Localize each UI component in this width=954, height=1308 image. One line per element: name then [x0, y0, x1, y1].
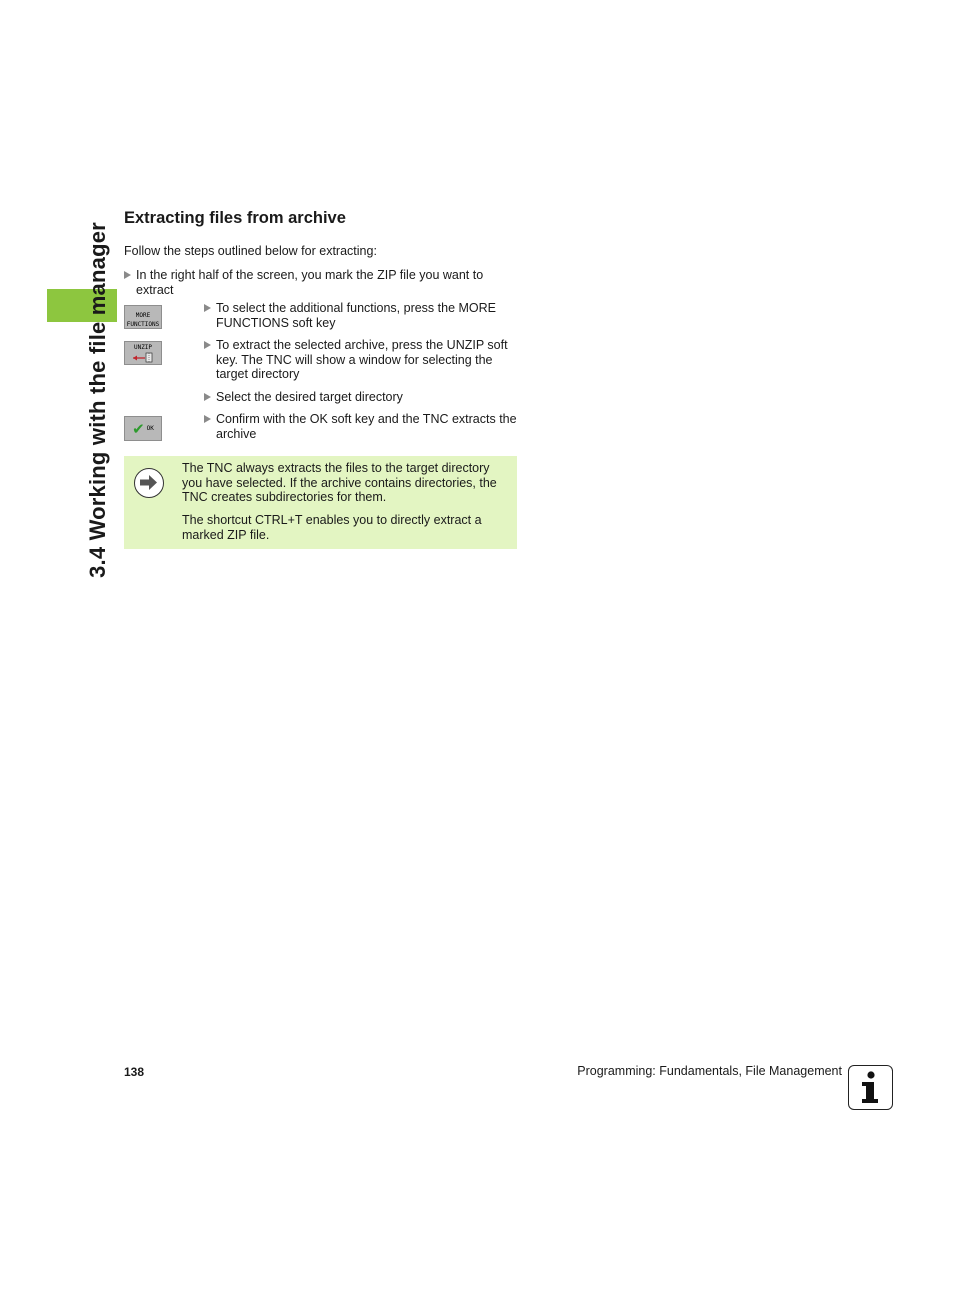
book-title: Programming: Fundamentals, File Management — [577, 1064, 842, 1078]
step-mark-zip: In the right half of the screen, you mark the ZIP file you want to extract — [124, 268, 509, 297]
checkmark-icon: ✔ — [132, 419, 145, 438]
unzip-arrow-icon — [131, 352, 155, 363]
section-intro: Follow the steps outlined below for extracting: — [124, 244, 377, 258]
section-title: Extracting files from archive — [124, 209, 346, 227]
page-number: 138 — [124, 1065, 145, 1079]
bullet-triangle-icon — [204, 393, 211, 401]
bullet-triangle-icon — [204, 415, 211, 423]
ok-softkey[interactable]: ✔ OK — [124, 416, 162, 441]
note-box — [124, 456, 517, 549]
more-functions-softkey[interactable]: MORE FUNCTIONS — [124, 305, 162, 329]
bullet-triangle-icon — [124, 271, 131, 279]
bullet-triangle-icon — [204, 341, 211, 349]
info-icon — [848, 1065, 893, 1110]
unzip-softkey[interactable]: UNZIP — [124, 341, 162, 365]
step-select-directory: Select the desired target directory — [204, 390, 519, 405]
note-paragraph: The shortcut CTRL+T enables you to directly extract a marked ZIP file. — [182, 513, 482, 542]
note-paragraph: The TNC always extracts the files to the target directory you have selected. If the archive contains directories, the TNC creates subdirectories for them. — [182, 461, 497, 504]
step-unzip: To extract the selected archive, press the UNZIP soft key. The TNC will show a window for selecting the target directory — [204, 338, 519, 382]
step-confirm-ok: Confirm with the OK soft key and the TNC extracts the archive — [204, 412, 522, 441]
step-more-functions: To select the additional functions, press the MORE FUNCTIONS soft key — [204, 301, 519, 330]
chapter-side-title: 3.4 Working with the file manager — [85, 222, 110, 578]
bullet-triangle-icon — [204, 304, 211, 312]
arrow-right-icon — [134, 468, 164, 498]
